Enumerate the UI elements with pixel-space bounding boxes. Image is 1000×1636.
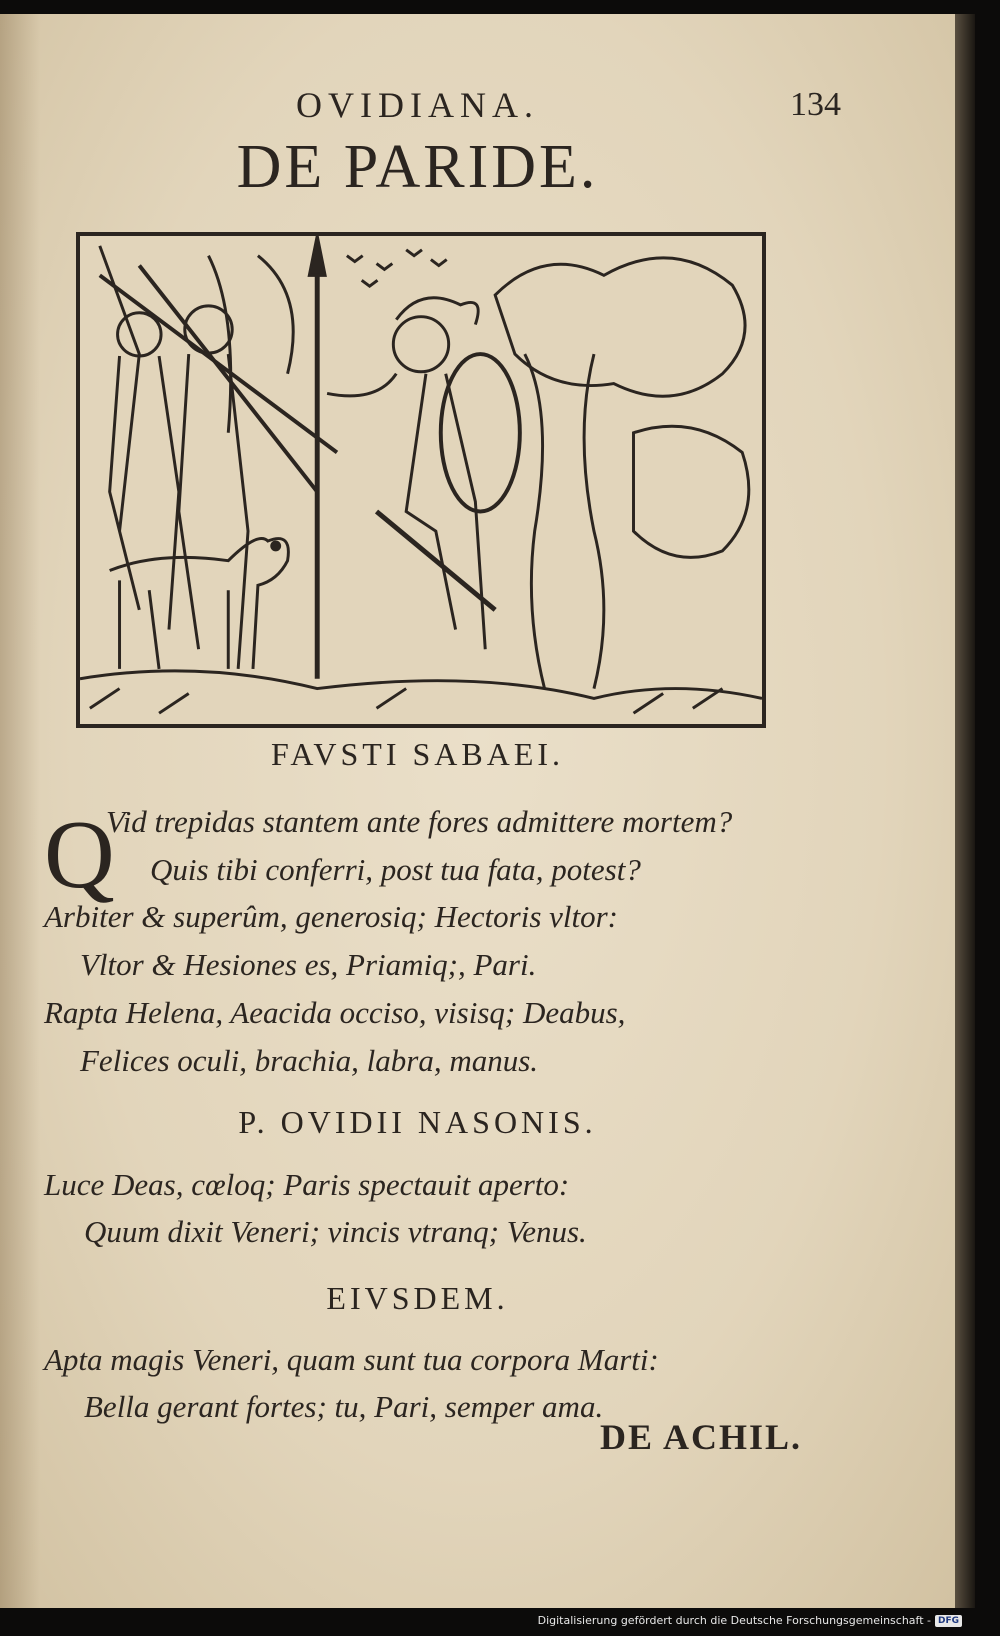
- verse-line: Quis tibi conferri, post tua fata, potest?: [150, 852, 641, 887]
- verse-line: Rapta Helena, Aeacida occiso, visisq; Deabus,: [44, 995, 626, 1030]
- verse-line: Quum dixit Veneri; vincis vtranq; Venus.: [84, 1214, 587, 1249]
- woodcut-paris-hunting-scene: [80, 236, 762, 724]
- digitization-footer: [538, 1614, 962, 1627]
- book-edge: [955, 14, 975, 1608]
- section-heading-ovidii-nasonis: P. OVIDII NASONIS.: [238, 1104, 597, 1140]
- catchword: DE ACHIL.: [600, 1417, 803, 1457]
- section-heading-fausti-sabaei: FAVSTI SABAEI.: [270, 736, 565, 772]
- dfg-logo: DFG: [935, 1615, 962, 1627]
- verse-line: Apta magis Veneri, quam sunt tua corpora Marti:: [44, 1342, 659, 1377]
- verse-line: Bella gerant fortes; tu, Pari, semper ama.: [84, 1389, 604, 1424]
- verse-line: Felices oculi, brachia, labra, manus.: [80, 1043, 539, 1078]
- verse-line: Vid trepidas stantem ante fores admittere mortem?: [106, 804, 733, 839]
- drop-cap-initial: Q: [44, 801, 115, 909]
- verse-line: Luce Deas, cœloq; Paris spectauit aperto:: [44, 1167, 570, 1202]
- verse-line: Arbiter & superûm, generosiq; Hectoris vltor:: [44, 899, 618, 934]
- verse-line: Vltor & Hesiones es, Priamiq;, Pari.: [80, 947, 537, 982]
- woodcut-illustration: [76, 232, 766, 728]
- page-number: 134: [790, 86, 841, 123]
- running-head: OVIDIANA.: [296, 85, 539, 125]
- book-page: [0, 14, 955, 1608]
- section-heading-eiusdem: EIVSDEM.: [326, 1280, 509, 1316]
- page-title: DE PARIDE.: [236, 133, 599, 201]
- footer-text: Digitalisierung gefördert durch die Deutsche Forschungsgemeinschaft -: [537, 1614, 931, 1627]
